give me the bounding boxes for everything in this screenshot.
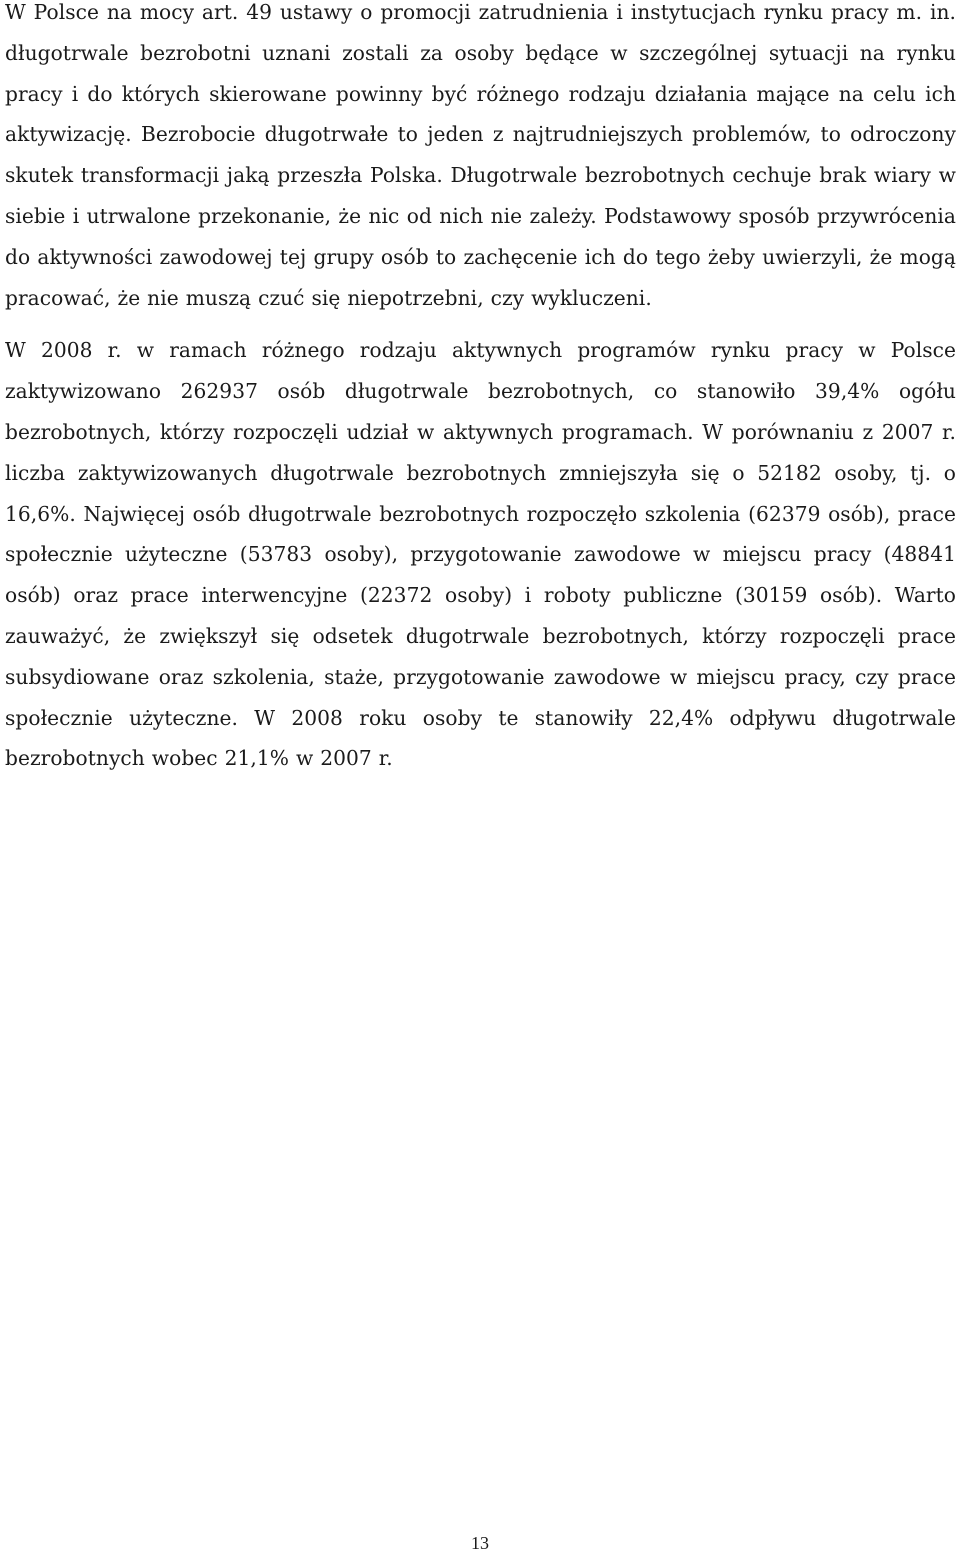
body-text xyxy=(5,0,956,779)
paragraph-long-term-unemployment-intro: W Polsce na mocy art. 49 ustawy o promocji zatrudnienia i instytucjach rynku pracy m. in. długotrwale bezrobotni uznani zostali za osoby będące w szczególnej sytuacji na rynku pracy i do których skierowane powinny być różnego rodzaju działania mające na celu ich aktywizację. Bezrobocie długotrwałe to jeden z najtrudniejszych problemów, to odroczony skutek transformacji jaką przeszła Polska. Długotrwale bezrobotnych cechuje brak wiary w siebie i utrwalone przekonanie, że nic od nich nie zależy. Podstawowy sposób przywrócenia do aktywności zawodowej tej grupy osób to zachęcenie ich do tego żeby uwierzyli, że mogą pracować, że nie muszą czuć się niepotrzebni, czy wykluczeni. xyxy=(5,0,956,310)
paragraph-activation-statistics-2008: W 2008 r. w ramach różnego rodzaju aktywnych programów rynku pracy w Polsce zaktywizowano 262937 osób długotrwale bezrobotnych, co stanowiło 39,4% ogółu bezrobotnych, którzy rozpoczęli udział w aktywnych programach. W porównaniu z 2007 r. liczba zaktywizowanych długotrwale bezrobotnych zmniejszyła się o 52182 osoby, tj. o 16,6%. Najwięcej osób długotrwale bezrobotnych rozpoczęło szkolenia (62379 osób), prace społecznie użyteczne (53783 osoby), przygotowanie zawodowe w miejscu pracy (48841 osób) oraz prace interwencyjne (22372 osoby) i roboty publiczne (30159 osób). Warto zauważyć, że zwiększył się odsetek długotrwale bezrobotnych, którzy rozpoczęli prace subsydiowane oraz szkolenia, staże, przygotowanie zawodowe w miejscu pracy, czy prace społecznie użyteczne. W 2008 roku osoby te stanowiły 22,4% odpływu długotrwale bezrobotnych wobec 21,1% w 2007 r. xyxy=(5,338,956,771)
page-number: 13 xyxy=(471,1533,489,1553)
